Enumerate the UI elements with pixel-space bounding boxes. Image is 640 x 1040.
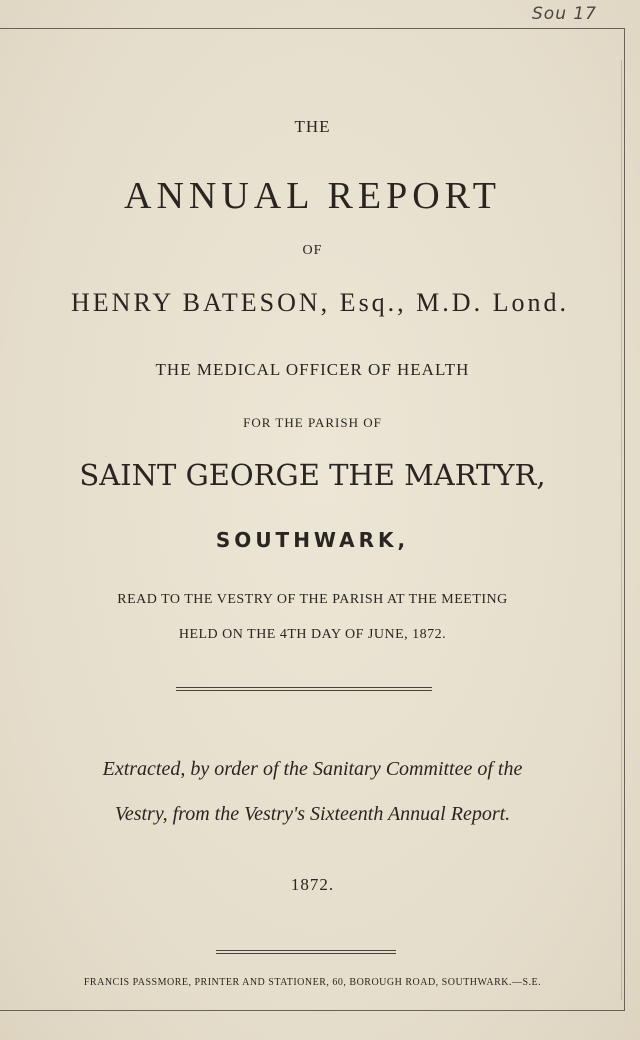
title-of: OF	[302, 243, 323, 258]
title-the: THE	[294, 117, 331, 136]
place-name: SOUTHWARK,	[215, 528, 410, 552]
author-name: HENRY BATESON, Esq., M.D. Lond.	[71, 288, 569, 317]
parish-name: SAINT GEORGE THE MARTYR,	[79, 458, 546, 492]
double-rule-divider	[176, 687, 432, 691]
printer-imprint: FRANCIS PASSMORE, PRINTER AND STATIONER, 60, BOROUGH ROAD, SOUTHWARK.—S.E.	[83, 977, 542, 988]
extract-line-2: Vestry, from the Vestry's Sixteenth Annual Report.	[114, 803, 511, 825]
office-title: THE MEDICAL OFFICER OF HEALTH	[155, 360, 470, 379]
parish-label: FOR THE PARISH OF	[243, 415, 382, 430]
page-border-top	[0, 28, 625, 29]
double-rule-divider-bottom	[216, 950, 396, 954]
page-title: ANNUAL REPORT	[124, 175, 501, 217]
meeting-line-1: READ TO THE VESTRY OF THE PARISH AT THE MEETING	[117, 592, 508, 607]
meeting-line-2: HELD ON THE 4TH DAY OF JUNE, 1872.	[178, 627, 447, 642]
archive-mark: Sou 17	[532, 4, 598, 24]
extract-line-1: Extracted, by order of the Sanitary Committee of the	[102, 758, 523, 780]
publication-year: 1872.	[290, 875, 335, 894]
page-border-bottom	[0, 1010, 625, 1011]
